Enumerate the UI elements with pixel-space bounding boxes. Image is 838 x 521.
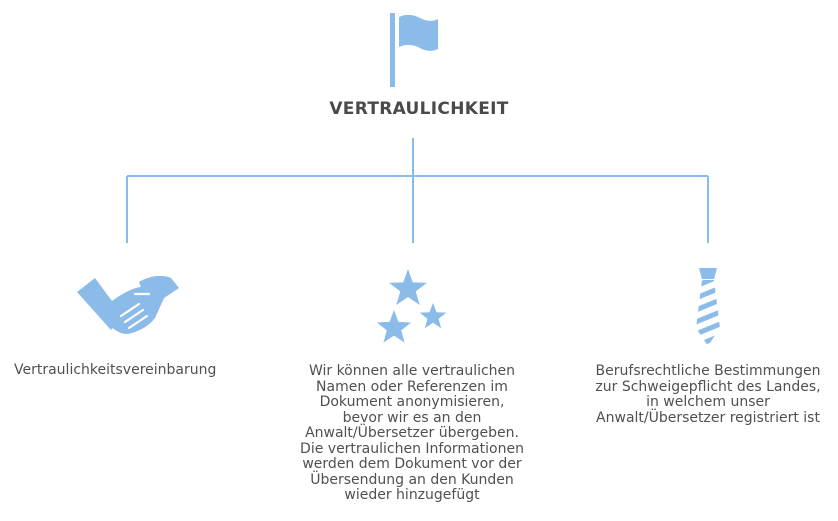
branch-2-line: werden dem Dokument vor der [302, 456, 522, 472]
branch-2-description [270, 364, 554, 504]
branch-3-description [566, 364, 838, 426]
branch-3-line: zur Schweigepflicht des Landes, [595, 378, 821, 395]
flag-icon [385, 12, 441, 88]
handshake-icon [75, 272, 185, 342]
branch-3-line: Berufsrechtliche Bestimmungen [595, 363, 821, 379]
branch-1-line: Vertraulichkeitsvereinbarung [14, 362, 217, 378]
branch-2-line: Dokument anonymisieren, [319, 394, 505, 410]
branch-2-line: Übersendung an den Kunden [310, 471, 514, 488]
branch-2-line: Wir können alle vertraulichen [308, 363, 516, 379]
tie-icon [690, 266, 726, 350]
branch-1-description [14, 363, 254, 379]
branch-3-line: Anwalt/Übersetzer registriert ist [596, 409, 820, 426]
branch-2-line: bevor wir es an den [342, 409, 482, 426]
stars-icon [374, 266, 454, 350]
diagram-title: VERTRAULICHKEIT [329, 99, 509, 119]
branch-2-line: Die vertraulichen Informationen [300, 440, 524, 457]
branch-2-line: Anwalt/Übersetzer übergeben. [305, 425, 519, 441]
branch-3-line: in welchem unser [646, 394, 770, 410]
branch-2-line: Namen oder Referenzen im [316, 378, 508, 395]
branch-2-line: wieder hinzugefügt [344, 487, 480, 503]
